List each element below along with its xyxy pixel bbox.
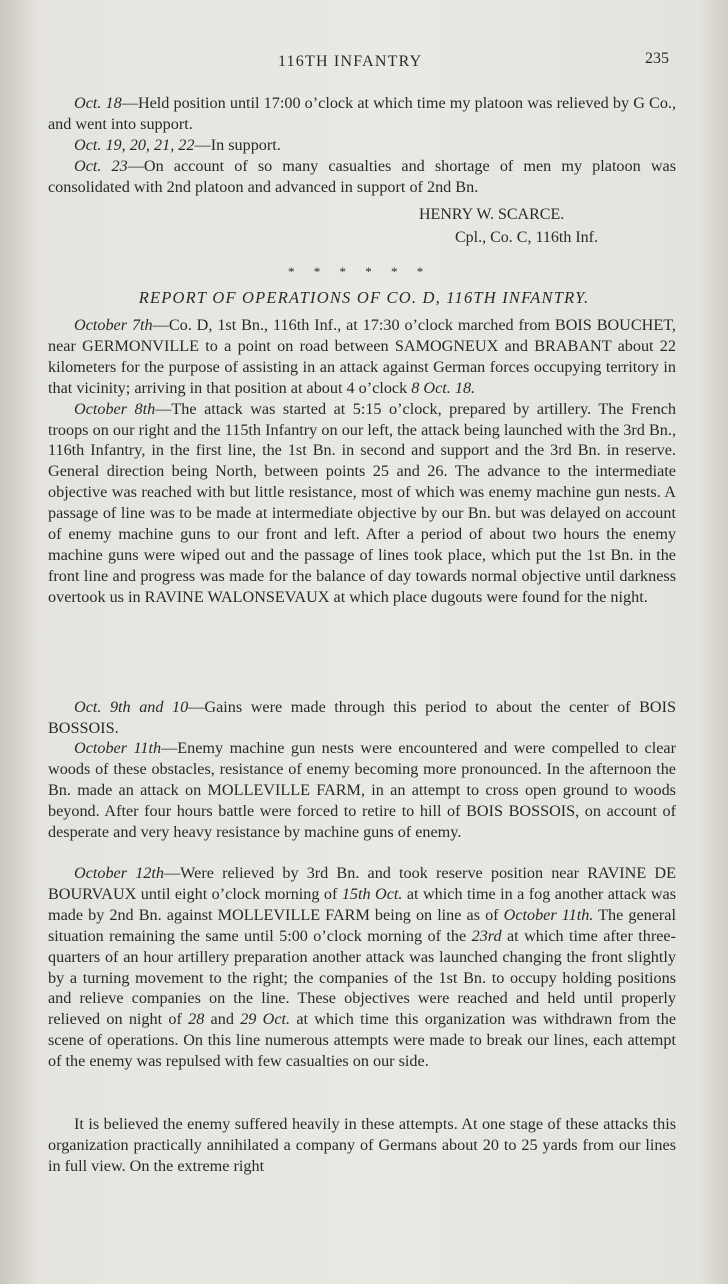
section-separator: * * * * * * [288, 264, 432, 279]
report-paragraphs-2 [48, 697, 676, 739]
running-title: 116TH INFANTRY [278, 53, 423, 70]
signature-title: Cpl., Co. C, 116th Inf. [455, 229, 598, 246]
signature-name: HENRY W. SCARCE. [419, 206, 565, 223]
paragraph-enemy-suffered: It is believed the enemy suffered heavily in these attempts. At one stage of these attacks this organization practically annihilated a company of Germans about 20 to 25 yards from our lines in full view. On the extreme right [48, 1115, 676, 1175]
report-paragraphs-1 [48, 315, 676, 608]
letter-continuation [48, 93, 676, 198]
report-paragraphs-3 [48, 738, 676, 843]
report-paragraphs-4 [48, 863, 676, 1072]
running-header [0, 50, 728, 74]
paragraph-oct-18: Oct. 18—Held position until 17:00 o’clock at which time my platoon was relieved by G Co., and went into support. [48, 94, 677, 133]
paragraph-oct-19-22: Oct. 19, 20, 21, 22—In support. [74, 135, 281, 154]
paragraph-oct-23: Oct. 23—On account of so many casualties and shortage of men my platoon was consolidated with 2nd platoon and advanced in support of 2nd Bn. [48, 156, 676, 196]
paragraph-october-8: October 8th—The attack was started at 5:15 o’clock, prepared by artillery. The French troops on our right and the 115th Infantry on our left, the attack being launched with the 3rd Bn., 116th Infantry, in the first line, the 1st Bn. in second and support and the 3rd Bn. in reserve. General direction being North, between points 25 and 26. The advance to the intermediate objective was reached with but little resistance, most of which was enemy machine gun nests. A passage of line was to be made at intermediate objective by our Bn. but was delayed on account of enemy machine guns to our front and left. After a period of about two hours the enemy machine guns were wiped out and the passage of lines took place, which put the 1st Bn. in the front line and progress was made for the balance of day towards normal objective until darkness overtook us in RAVINE WALONSEVAUX at which place dugouts were found for the night. [48, 399, 676, 606]
page-number: 235 [645, 50, 669, 67]
paragraph-october-12: October 12th—Were relieved by 3rd Bn. and took reserve position near RAVINE DE BOURVAUX until eight o’clock morning of 15th Oct. at which time in a fog another attack was made by 2nd Bn. against MOLLEVILLE FARM being on line as of October 11th. The general situation remaining the same until 5:00 o’clock morning of the 23rd at which time after three-quarters of an hour artillery preparation another attack was launched changing the front slightly by a turning movement to the right; the companies of the 1st Bn. to occupy holding positions and relieve companies on the line. These objectives were reached and held until properly relieved on night of 28 and 29 Oct. at which time this organization was withdrawn from the scene of operations. On this line numerous attempts were made to break our lines, each attempt of the enemy was repulsed with few casualties on our side. [48, 864, 677, 1071]
report-title: REPORT OF OPERATIONS OF CO. D, 116TH INFANTRY. [138, 288, 590, 307]
paragraph-october-7: October 7th—Co. D, 1st Bn., 116th Inf., at 17:30 o’clock marched from BOIS BOUCHET, near GERMONVILLE to a point on road between SAMOGNEUX and BRABANT about 22 kilometers for the purpose of assisting in an attack against German forces occupying territory in that vicinity; arriving in that position at about 4 o’clock 8 Oct. 18. [48, 316, 676, 397]
report-paragraphs-5 [48, 1114, 676, 1177]
paragraph-oct-9-10: Oct. 9th and 10—Gains were made through this period to about the center of BOIS BOSSOIS. [48, 698, 676, 737]
paragraph-october-11: October 11th—Enemy machine gun nests were encountered and were compelled to clear woods of these obstacles, resistance of enemy becoming more pronounced. In the afternoon the Bn. made an attack on MOLLEVILLE FARM, in an attempt to cross open ground to woods beyond. After four hours battle were forced to retire to hill of BOIS BOSSOIS, on account of desperate and very heavy resistance by machine guns of enemy. [48, 739, 676, 841]
